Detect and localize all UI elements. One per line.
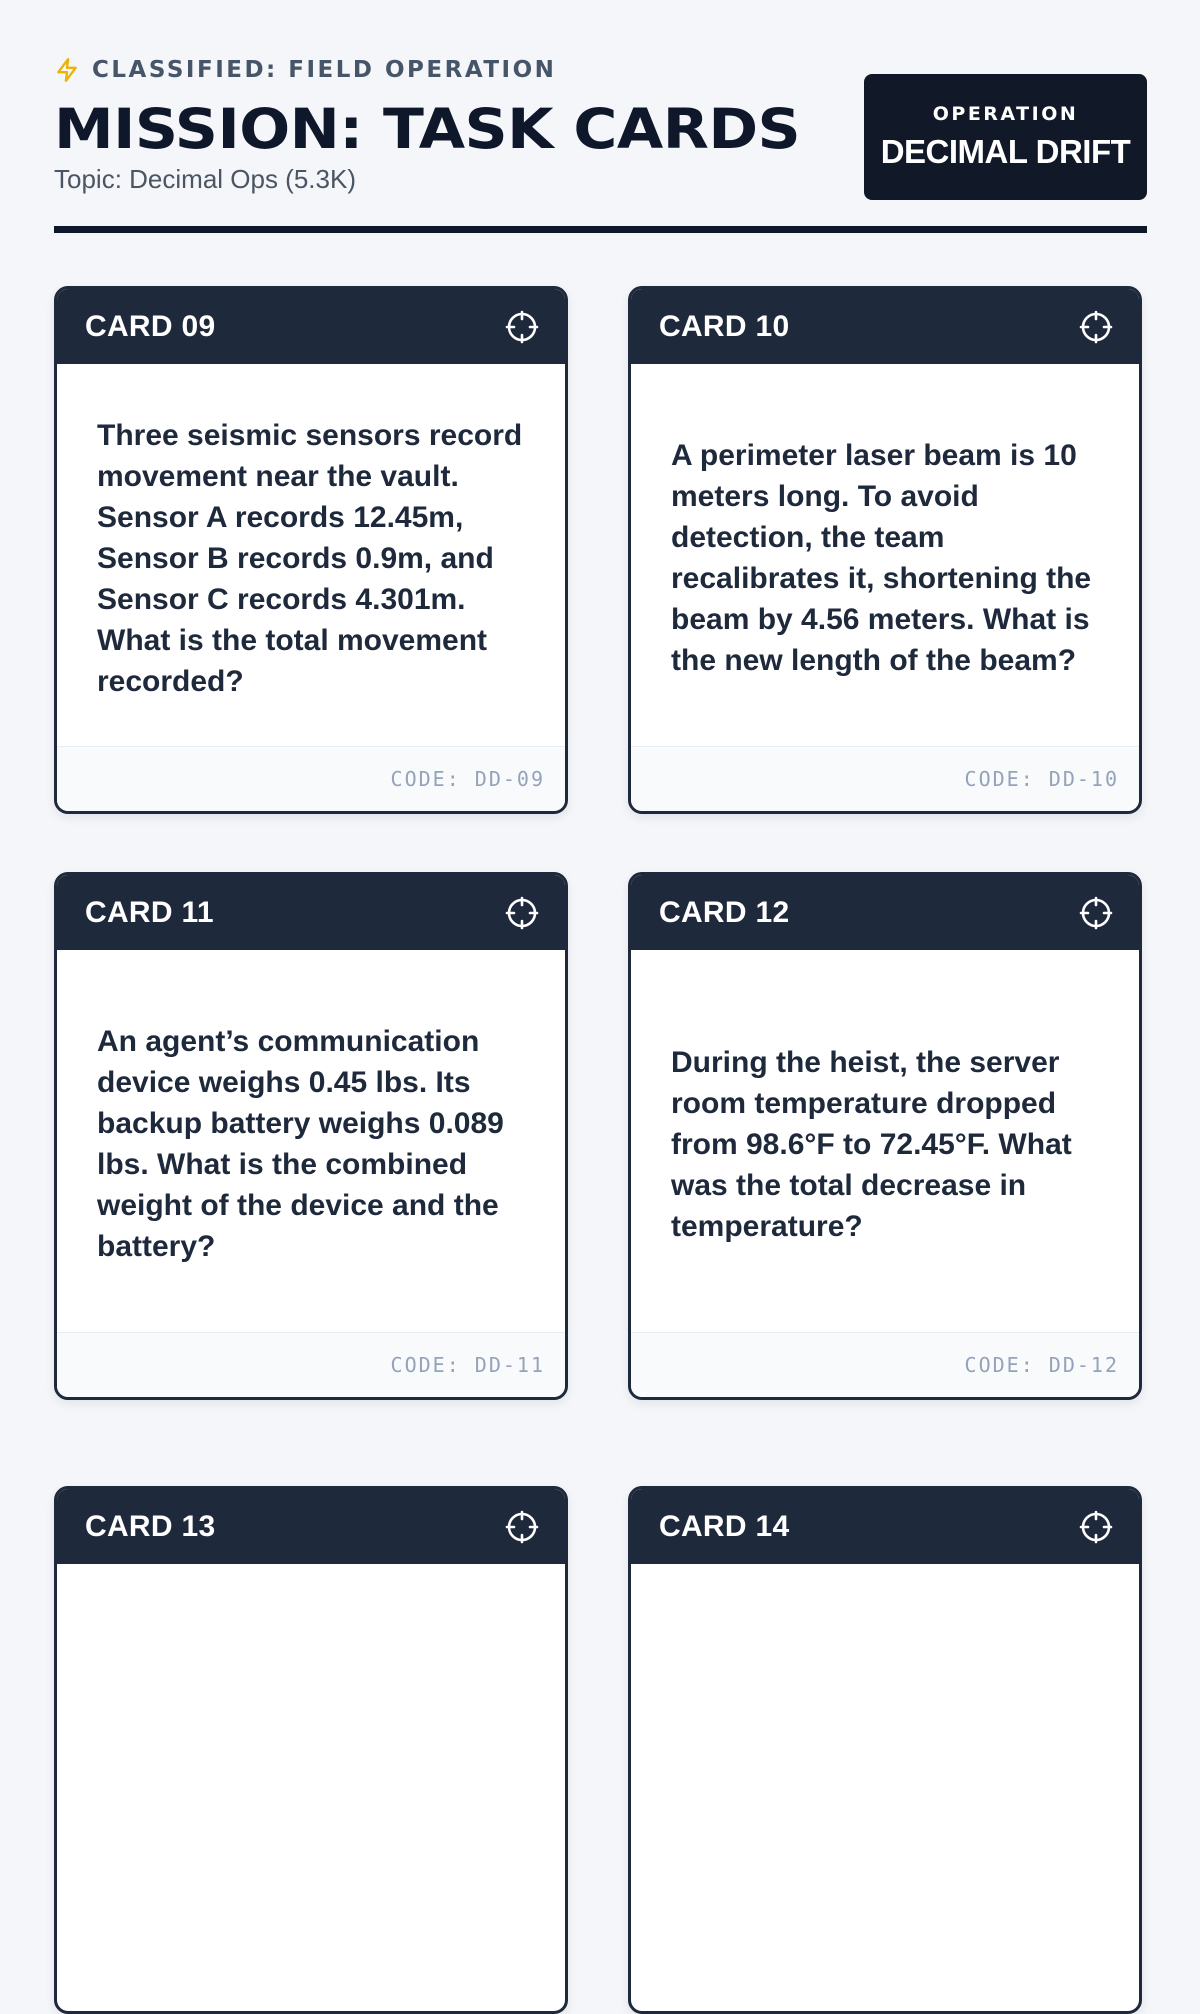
card-header (57, 289, 565, 364)
card-body (57, 950, 565, 1338)
header-divider (54, 226, 1147, 233)
crosshair-icon (1079, 1510, 1113, 1544)
card-question: Three seismic sensors record movement near the vault. Sensor A records 12.45m, Sensor B records 0.9m, and Sensor C records 4.301m. What is the total movement recorded? (97, 418, 523, 698)
task-card (54, 1486, 568, 2014)
card-question: An agent’s communication device weighs 0.45 lbs. Its backup battery weighs 0.089 lbs. What is the combined weight of the device and the battery? (97, 1025, 504, 1263)
mission-page (54, 0, 1147, 1543)
page-title: MISSION: TASK CARDS (54, 97, 801, 161)
crosshair-icon (505, 1510, 539, 1544)
task-card (54, 286, 568, 814)
topic-subtitle: Topic: Decimal Ops (5.3K) (54, 164, 356, 194)
bolt-icon (54, 56, 80, 84)
card-header (57, 1489, 565, 1564)
card-code: CODE: DD-12 (964, 1353, 1119, 1377)
card-footer (631, 746, 1139, 811)
crosshair-icon (1079, 310, 1113, 344)
operation-name: DECIMAL DRIFT (880, 133, 1131, 170)
card-title: CARD 10 (659, 309, 790, 343)
card-code: CODE: DD-09 (390, 767, 545, 791)
card-question: During the heist, the server room temperature dropped from 98.6°F to 72.45°F. What was the total decrease in temperature? (671, 1045, 1072, 1243)
card-title: CARD 11 (85, 895, 214, 929)
card-footer (57, 746, 565, 811)
card-body (631, 364, 1139, 752)
card-code: CODE: DD-11 (390, 1353, 545, 1377)
task-card (628, 286, 1142, 814)
crosshair-icon (505, 310, 539, 344)
card-title: CARD 12 (659, 895, 790, 929)
card-header (57, 875, 565, 950)
card-header (631, 289, 1139, 364)
card-body (57, 364, 565, 752)
card-header (631, 875, 1139, 950)
task-card (628, 872, 1142, 1400)
card-footer (57, 1332, 565, 1397)
card-title: CARD 09 (85, 309, 216, 343)
card-code: CODE: DD-10 (964, 767, 1119, 791)
card-title: CARD 13 (85, 1509, 216, 1543)
card-header (631, 1489, 1139, 1564)
card-title: CARD 14 (659, 1509, 790, 1543)
operation-label: OPERATION (932, 103, 1079, 125)
crosshair-icon (505, 896, 539, 930)
task-card (628, 1486, 1142, 2014)
operation-badge (864, 74, 1147, 200)
card-footer (631, 1332, 1139, 1397)
crosshair-icon (1079, 896, 1113, 930)
classification-line (54, 56, 556, 84)
card-question: A perimeter laser beam is 10 meters long. To avoid detection, the team recalibrates it, shortening the beam by 4.56 meters. What is the new length of the beam? (671, 439, 1092, 677)
card-body (631, 950, 1139, 1338)
task-card (54, 872, 568, 1400)
classification-label: CLASSIFIED: FIELD OPERATION (92, 57, 557, 83)
page-header (54, 0, 1147, 235)
